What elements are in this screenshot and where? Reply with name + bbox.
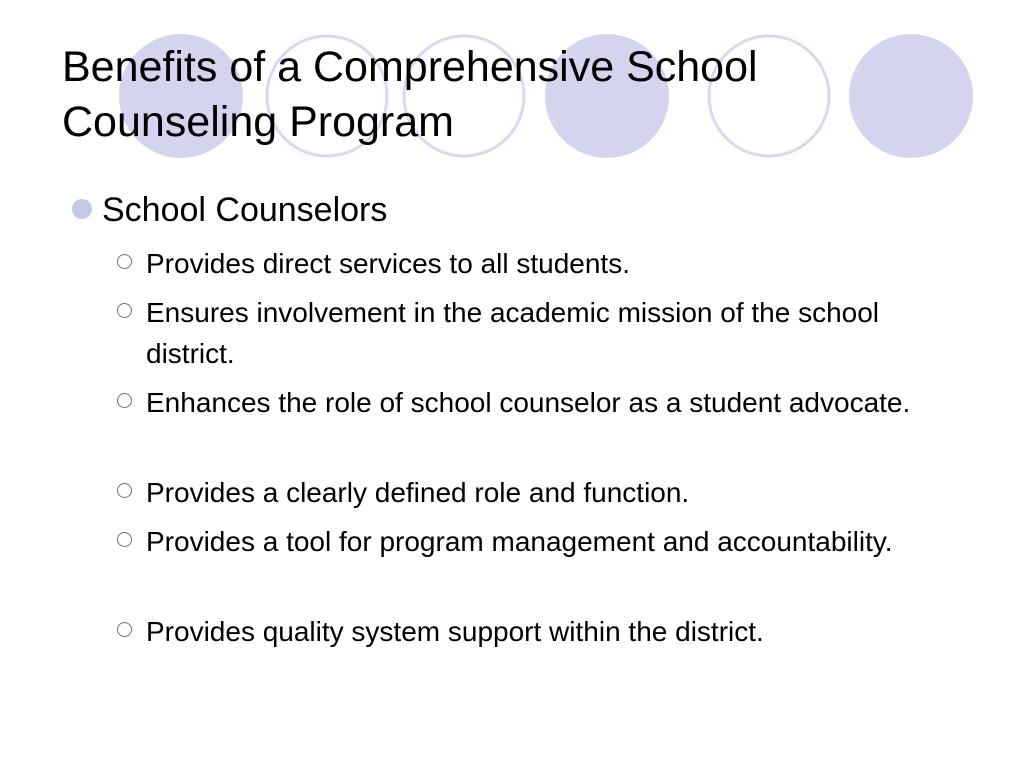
hollow-circle-bullet-icon	[117, 303, 132, 318]
sub-bullet-item: Provides direct services to all students.	[146, 248, 630, 279]
sub-bullet-item: Enhances the role of school counselor as a student advocate.	[146, 387, 911, 418]
hollow-circle-bullet-icon	[117, 532, 132, 547]
filled-circle-bullet-icon	[72, 199, 92, 219]
slide-title-line-2: Counseling Program	[62, 98, 454, 146]
sub-bullet-item: Provides quality system support within the district.	[146, 616, 764, 647]
hollow-circle-bullet-icon	[117, 254, 132, 269]
heading-bullet-text: School Counselors	[102, 191, 388, 229]
slide-title-line-1: Benefits of a Comprehensive School	[62, 43, 758, 91]
slide-title	[62, 40, 962, 150]
hollow-circle-bullet-icon	[117, 393, 132, 408]
hollow-circle-bullet-icon	[117, 483, 132, 498]
sub-bullet-item: Ensures involvement in the academic mission of the school district.	[146, 297, 880, 369]
hollow-circle-bullet-icon	[117, 622, 132, 637]
sub-bullet-item: Provides a clearly defined role and function.	[146, 477, 690, 508]
sub-bullet-item: Provides a tool for program management and accountability.	[146, 526, 893, 557]
